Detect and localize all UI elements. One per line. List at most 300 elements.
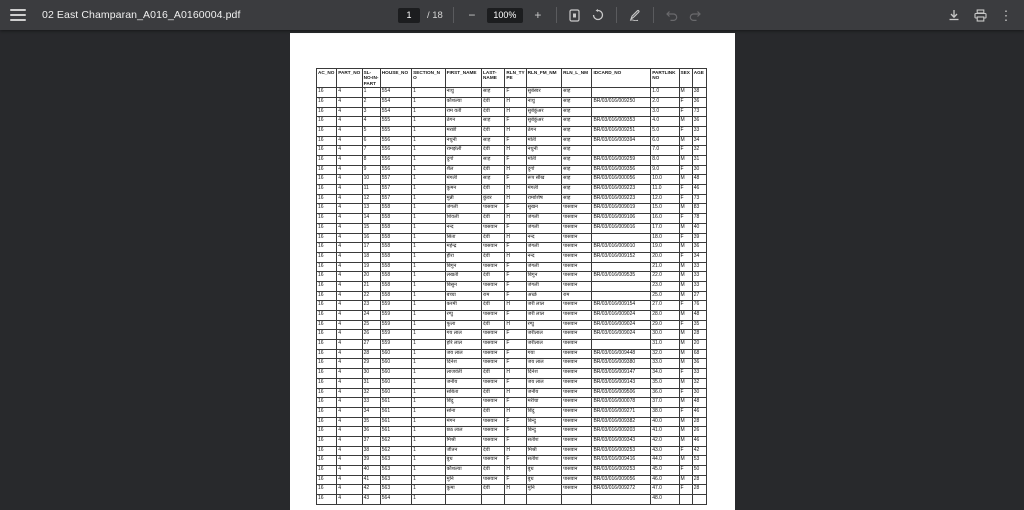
table-cell: M bbox=[679, 136, 692, 146]
table-cell: F bbox=[505, 262, 526, 272]
table-cell: 35 bbox=[362, 417, 380, 427]
table-cell: BR/03/016/009010 bbox=[592, 243, 651, 253]
table-cell: 1 bbox=[412, 378, 445, 388]
table-row bbox=[317, 436, 707, 446]
table-cell: पासवान bbox=[562, 233, 592, 243]
table-cell: 83 bbox=[692, 204, 706, 214]
table-cell: H bbox=[505, 97, 526, 107]
table-cell: पासवान bbox=[562, 417, 592, 427]
table-cell: 27 bbox=[692, 291, 706, 301]
table-cell bbox=[592, 262, 651, 272]
table-cell: M bbox=[679, 349, 692, 359]
table-cell: पासवान bbox=[482, 417, 505, 427]
table-cell: BR/03/016/009535 bbox=[592, 272, 651, 282]
table-cell: देवी bbox=[482, 320, 505, 330]
table-cell: रग्घु bbox=[445, 311, 481, 321]
table-cell: नन्द bbox=[445, 223, 481, 233]
table-cell: 34 bbox=[692, 136, 706, 146]
table-cell: पासवान bbox=[562, 466, 592, 476]
table-cell: BR/03/016/009106 bbox=[592, 214, 651, 224]
pdf-toolbar bbox=[0, 0, 1024, 30]
table-cell: F bbox=[505, 456, 526, 466]
table-cell: 41.0 bbox=[651, 427, 679, 437]
column-header: RLN_FM_NM bbox=[526, 69, 561, 88]
table-cell: BR/03/016/009056 bbox=[592, 475, 651, 485]
rotate-icon[interactable] bbox=[590, 7, 606, 23]
table-row bbox=[317, 156, 707, 166]
table-row bbox=[317, 107, 707, 117]
table-cell: 4 bbox=[337, 349, 362, 359]
table-cell: 1 bbox=[412, 349, 445, 359]
table-row bbox=[317, 165, 707, 175]
table-cell: 4 bbox=[337, 378, 362, 388]
table-cell: पासवान bbox=[562, 214, 592, 224]
table-cell: F bbox=[505, 136, 526, 146]
table-cell bbox=[679, 495, 692, 505]
table-cell: मंगली bbox=[526, 185, 561, 195]
table-cell: 30 bbox=[692, 165, 706, 175]
table-cell: F bbox=[505, 281, 526, 291]
table-cell: मिश्री bbox=[526, 446, 561, 456]
table-cell: 16 bbox=[317, 485, 337, 495]
table-cell: M bbox=[679, 175, 692, 185]
table-cell: BR/03/016/009506 bbox=[592, 388, 651, 398]
table-cell: H bbox=[505, 301, 526, 311]
table-cell: 16 bbox=[317, 388, 337, 398]
table-cell: 33 bbox=[362, 398, 380, 408]
zoom-out-button[interactable]: − bbox=[468, 8, 476, 22]
table-cell: 4 bbox=[337, 340, 362, 350]
table-cell: देवी bbox=[482, 107, 505, 117]
print-icon[interactable] bbox=[972, 7, 988, 23]
table-cell: 16 bbox=[317, 407, 337, 417]
table-cell: M bbox=[679, 417, 692, 427]
table-row bbox=[317, 262, 707, 272]
table-cell: 554 bbox=[380, 97, 411, 107]
table-cell: 2.0 bbox=[651, 97, 679, 107]
table-row bbox=[317, 456, 707, 466]
column-header: HOUSE_NO bbox=[380, 69, 411, 88]
table-cell: 38 bbox=[692, 88, 706, 98]
table-cell: 45.0 bbox=[651, 466, 679, 476]
table-cell: साह bbox=[562, 156, 592, 166]
table-cell: M bbox=[679, 340, 692, 350]
zoom-in-button[interactable]: + bbox=[534, 8, 542, 22]
table-cell: जंगली bbox=[445, 204, 481, 214]
table-cell: 4 bbox=[337, 485, 362, 495]
table-cell bbox=[445, 495, 481, 505]
table-cell: F bbox=[679, 446, 692, 456]
table-cell: 34 bbox=[692, 252, 706, 262]
table-cell: 48 bbox=[692, 175, 706, 185]
table-cell: पासवान bbox=[562, 301, 592, 311]
table-cell: पासवान bbox=[562, 407, 592, 417]
pdf-viewer-canvas[interactable] bbox=[0, 30, 1024, 510]
table-cell: 73 bbox=[692, 107, 706, 117]
table-cell: H bbox=[505, 165, 526, 175]
table-cell: पासवान bbox=[562, 243, 592, 253]
table-cell: 48 bbox=[692, 311, 706, 321]
table-cell: F bbox=[505, 417, 526, 427]
table-cell: H bbox=[505, 446, 526, 456]
table-cell: 43 bbox=[362, 495, 380, 505]
table-cell: पासवान bbox=[562, 281, 592, 291]
table-row bbox=[317, 378, 707, 388]
table-cell: F bbox=[679, 97, 692, 107]
table-cell: 557 bbox=[380, 194, 411, 204]
table-cell: 42 bbox=[362, 485, 380, 495]
table-cell: 16 bbox=[317, 156, 337, 166]
table-row bbox=[317, 97, 707, 107]
table-cell: 5.0 bbox=[651, 126, 679, 136]
undo-icon[interactable] bbox=[664, 7, 680, 23]
table-cell: 11.0 bbox=[651, 185, 679, 195]
table-cell: साह bbox=[482, 156, 505, 166]
table-cell: साह bbox=[562, 194, 592, 204]
table-cell: 1 bbox=[412, 243, 445, 253]
table-cell: 28 bbox=[692, 417, 706, 427]
table-cell: 33 bbox=[692, 262, 706, 272]
table-cell: पासवान bbox=[482, 262, 505, 272]
table-cell: 4 bbox=[337, 466, 362, 476]
table-cell: 16 bbox=[317, 204, 337, 214]
table-cell: 4 bbox=[337, 233, 362, 243]
table-cell: 558 bbox=[380, 281, 411, 291]
table-row bbox=[317, 214, 707, 224]
table-cell: जंगली bbox=[526, 214, 561, 224]
table-cell: नथुनी bbox=[526, 146, 561, 156]
table-cell: 16 bbox=[317, 126, 337, 136]
table-cell: 26 bbox=[692, 427, 706, 437]
table-cell: लाजवंती bbox=[445, 369, 481, 379]
table-cell: पासवान bbox=[562, 223, 592, 233]
table-cell: नथुनी bbox=[445, 136, 481, 146]
table-cell: 1 bbox=[412, 495, 445, 505]
table-cell: 558 bbox=[380, 243, 411, 253]
table-cell: 13 bbox=[362, 204, 380, 214]
table-cell: F bbox=[679, 214, 692, 224]
table-cell: 16 bbox=[317, 291, 337, 301]
table-cell: साह bbox=[562, 88, 592, 98]
table-cell: M bbox=[679, 398, 692, 408]
table-cell: फूला bbox=[445, 320, 481, 330]
table-cell: 16 bbox=[317, 233, 337, 243]
table-cell: 19 bbox=[362, 262, 380, 272]
table-cell: नाथु bbox=[445, 88, 481, 98]
table-cell: 46 bbox=[692, 407, 706, 417]
table-row bbox=[317, 281, 707, 291]
table-cell: 48.0 bbox=[651, 495, 679, 505]
table-cell: ठेगन bbox=[445, 117, 481, 127]
table-cell: 14 bbox=[362, 214, 380, 224]
table-cell: BR/03/016/009253 bbox=[592, 446, 651, 456]
table-cell: पासवान bbox=[562, 349, 592, 359]
table-cell: 1 bbox=[412, 156, 445, 166]
table-cell bbox=[482, 495, 505, 505]
table-cell: 564 bbox=[380, 495, 411, 505]
table-row bbox=[317, 252, 707, 262]
table-cell: पासवान bbox=[482, 204, 505, 214]
table-cell: देवी bbox=[482, 466, 505, 476]
table-cell bbox=[692, 495, 706, 505]
table-cell: 557 bbox=[380, 185, 411, 195]
table-cell: सतीश bbox=[526, 456, 561, 466]
table-cell: कौशल्या bbox=[445, 466, 481, 476]
menu-icon[interactable] bbox=[10, 9, 26, 21]
table-cell: M bbox=[679, 475, 692, 485]
redo-icon[interactable] bbox=[687, 7, 703, 23]
table-cell: 4 bbox=[362, 117, 380, 127]
table-cell: 1 bbox=[412, 214, 445, 224]
table-cell: रामझेली bbox=[445, 146, 481, 156]
table-cell: सिता bbox=[445, 233, 481, 243]
table-cell: दिनेश bbox=[445, 359, 481, 369]
table-cell: M bbox=[679, 156, 692, 166]
table-cell: 1 bbox=[412, 107, 445, 117]
table-cell: 37 bbox=[362, 436, 380, 446]
table-cell: 4 bbox=[337, 446, 362, 456]
table-cell: बच्चा bbox=[445, 291, 481, 301]
table-row bbox=[317, 233, 707, 243]
table-cell: 4 bbox=[337, 427, 362, 437]
table-row bbox=[317, 320, 707, 330]
table-cell: 4 bbox=[337, 407, 362, 417]
table-cell: BR/03/016/009416 bbox=[592, 456, 651, 466]
table-cell: 1 bbox=[412, 165, 445, 175]
table-header-row bbox=[317, 69, 707, 88]
table-cell: BR/03/016/009380 bbox=[592, 359, 651, 369]
table-cell: 4 bbox=[337, 146, 362, 156]
table-cell: 2 bbox=[362, 97, 380, 107]
table-cell: मरीचा bbox=[526, 398, 561, 408]
table-cell: मिश्री bbox=[445, 436, 481, 446]
table-cell: जंगली bbox=[526, 281, 561, 291]
table-cell: लखती bbox=[445, 272, 481, 282]
table-cell: 4 bbox=[337, 194, 362, 204]
table-cell: 33 bbox=[692, 369, 706, 379]
voter-table bbox=[316, 68, 707, 505]
table-cell: 34 bbox=[362, 407, 380, 417]
table-cell: BR/03/016/009394 bbox=[592, 136, 651, 146]
table-cell: BR/03/016/009356 bbox=[592, 165, 651, 175]
table-cell: 1 bbox=[362, 88, 380, 98]
table-cell: पासवान bbox=[562, 369, 592, 379]
table-cell: 558 bbox=[380, 291, 411, 301]
table-cell: छठ लाल bbox=[445, 427, 481, 437]
table-cell: रग्घु bbox=[526, 320, 561, 330]
table-cell: राम bbox=[482, 291, 505, 301]
table-cell: BR/03/016/009147 bbox=[592, 369, 651, 379]
download-icon[interactable] bbox=[946, 7, 962, 23]
table-cell: H bbox=[505, 320, 526, 330]
table-cell: साह bbox=[562, 107, 592, 117]
table-cell: 4 bbox=[337, 311, 362, 321]
table-cell: 30 bbox=[362, 369, 380, 379]
table-cell: F bbox=[679, 252, 692, 262]
table-cell: देवी bbox=[482, 233, 505, 243]
table-cell: M bbox=[679, 272, 692, 282]
table-cell: पासवान bbox=[482, 349, 505, 359]
table-cell: F bbox=[505, 243, 526, 253]
table-cell: 4 bbox=[337, 117, 362, 127]
table-cell: 15 bbox=[362, 223, 380, 233]
table-cell: F bbox=[505, 330, 526, 340]
table-cell: 1 bbox=[412, 475, 445, 485]
table-cell: 39 bbox=[692, 233, 706, 243]
table-cell: बुध bbox=[445, 456, 481, 466]
more-vertical-icon[interactable]: ⋮ bbox=[999, 7, 1013, 23]
column-header: RLN_TYPE bbox=[505, 69, 526, 88]
table-cell: 1 bbox=[412, 97, 445, 107]
table-cell: 4 bbox=[337, 359, 362, 369]
table-cell: 4 bbox=[337, 495, 362, 505]
table-cell: पासवान bbox=[562, 436, 592, 446]
table-cell: 16 bbox=[317, 117, 337, 127]
table-cell: 16 bbox=[317, 146, 337, 156]
table-cell: F bbox=[505, 117, 526, 127]
table-cell: पासवान bbox=[562, 446, 592, 456]
annotate-pen-icon[interactable] bbox=[627, 7, 643, 23]
table-cell: 4 bbox=[337, 223, 362, 233]
table-cell: BR/03/016/000056 bbox=[592, 175, 651, 185]
table-cell: दुर्गा bbox=[526, 165, 561, 175]
table-cell: पासवान bbox=[482, 427, 505, 437]
table-cell: 22.0 bbox=[651, 272, 679, 282]
table-cell: 16 bbox=[317, 398, 337, 408]
table-cell: BR/03/016/009024 bbox=[592, 311, 651, 321]
table-cell: BR/03/016/009251 bbox=[592, 126, 651, 136]
document-title: 02 East Champaran_A016_A0160004.pdf bbox=[42, 9, 241, 21]
table-cell: BR/03/016/009016 bbox=[592, 223, 651, 233]
table-row bbox=[317, 388, 707, 398]
table-cell: 563 bbox=[380, 475, 411, 485]
table-cell: पासवान bbox=[562, 378, 592, 388]
table-cell bbox=[592, 340, 651, 350]
table-cell: 16 bbox=[317, 340, 337, 350]
table-cell: 15.0 bbox=[651, 204, 679, 214]
table-cell: 16 bbox=[317, 175, 337, 185]
table-cell: गया bbox=[526, 349, 561, 359]
fit-to-page-icon[interactable] bbox=[567, 7, 583, 23]
table-cell: 559 bbox=[380, 340, 411, 350]
table-cell: कुमन bbox=[445, 185, 481, 195]
table-row bbox=[317, 369, 707, 379]
table-cell: 36 bbox=[692, 243, 706, 253]
table-cell: सबिता bbox=[445, 388, 481, 398]
table-cell: जंगली bbox=[526, 223, 561, 233]
table-cell: 1 bbox=[412, 456, 445, 466]
table-cell: 16 bbox=[317, 136, 337, 146]
table-cell: देवी bbox=[482, 446, 505, 456]
table-cell: कौशल्या bbox=[445, 97, 481, 107]
table-cell: 33 bbox=[692, 126, 706, 136]
table-cell: 30.0 bbox=[651, 330, 679, 340]
table-cell: देवी bbox=[482, 146, 505, 156]
table-cell: 559 bbox=[380, 301, 411, 311]
table-cell: 559 bbox=[380, 320, 411, 330]
table-cell: जंगली bbox=[526, 243, 561, 253]
table-row bbox=[317, 485, 707, 495]
table-cell bbox=[526, 495, 561, 505]
table-cell: पासवान bbox=[482, 436, 505, 446]
table-cell: 4 bbox=[337, 291, 362, 301]
table-cell: 4 bbox=[337, 456, 362, 466]
table-cell: 1.0 bbox=[651, 88, 679, 98]
table-row bbox=[317, 88, 707, 98]
table-cell: 5 bbox=[362, 126, 380, 136]
table-cell: 16 bbox=[317, 436, 337, 446]
table-cell: 28.0 bbox=[651, 311, 679, 321]
table-cell: 1 bbox=[412, 204, 445, 214]
table-cell: 16 bbox=[317, 446, 337, 456]
table-cell: जय लाल bbox=[526, 378, 561, 388]
table-cell: 1 bbox=[412, 311, 445, 321]
table-cell: बिन्दु bbox=[526, 417, 561, 427]
table-cell: 29.0 bbox=[651, 320, 679, 330]
table-cell: BR/03/016/009223 bbox=[592, 194, 651, 204]
table-cell: बिगुन bbox=[526, 272, 561, 282]
table-cell: 9.0 bbox=[651, 165, 679, 175]
table-cell: 4 bbox=[337, 436, 362, 446]
table-cell: 23.0 bbox=[651, 281, 679, 291]
table-cell: H bbox=[505, 107, 526, 117]
table-cell: 560 bbox=[380, 388, 411, 398]
table-row bbox=[317, 427, 707, 437]
table-row bbox=[317, 417, 707, 427]
table-cell: सुबेकुंअर bbox=[526, 107, 561, 117]
table-cell: 20 bbox=[362, 272, 380, 282]
table-cell: 16 bbox=[317, 359, 337, 369]
table-cell: राम वती bbox=[445, 107, 481, 117]
table-cell: पासवान bbox=[482, 243, 505, 253]
table-cell: F bbox=[505, 156, 526, 166]
page-number-input[interactable] bbox=[398, 8, 420, 23]
table-cell: 4.0 bbox=[651, 117, 679, 127]
zoom-level-display[interactable]: 100% bbox=[487, 8, 523, 23]
table-cell: पासवान bbox=[562, 456, 592, 466]
table-cell: 16 bbox=[317, 417, 337, 427]
table-cell: मंगली bbox=[445, 175, 481, 185]
table-cell: 31 bbox=[692, 156, 706, 166]
table-cell: 4 bbox=[337, 475, 362, 485]
table-cell: 16 bbox=[317, 185, 337, 195]
table-cell: 34.0 bbox=[651, 369, 679, 379]
table-cell: 46.0 bbox=[651, 475, 679, 485]
table-cell: जनीय bbox=[526, 388, 561, 398]
table-cell: मोती bbox=[526, 156, 561, 166]
table-cell: 4 bbox=[337, 107, 362, 117]
table-row bbox=[317, 194, 707, 204]
table-cell: नन्द bbox=[526, 252, 561, 262]
table-cell: मुनि bbox=[445, 475, 481, 485]
table-cell: F bbox=[505, 349, 526, 359]
table-cell: पासवान bbox=[482, 281, 505, 291]
table-cell: 1 bbox=[412, 407, 445, 417]
table-cell: 4 bbox=[337, 136, 362, 146]
toolbar-divider bbox=[453, 7, 454, 23]
table-cell: अच्छे bbox=[526, 291, 561, 301]
table-cell: F bbox=[505, 223, 526, 233]
table-cell: 16 bbox=[317, 252, 337, 262]
column-header: FIRST_NAME bbox=[445, 69, 481, 88]
table-cell: 556 bbox=[380, 156, 411, 166]
table-cell: F bbox=[505, 398, 526, 408]
table-cell: 28 bbox=[692, 330, 706, 340]
table-cell: पासवान bbox=[562, 485, 592, 495]
table-cell bbox=[592, 146, 651, 156]
table-cell: 48 bbox=[692, 398, 706, 408]
table-cell: 563 bbox=[380, 466, 411, 476]
